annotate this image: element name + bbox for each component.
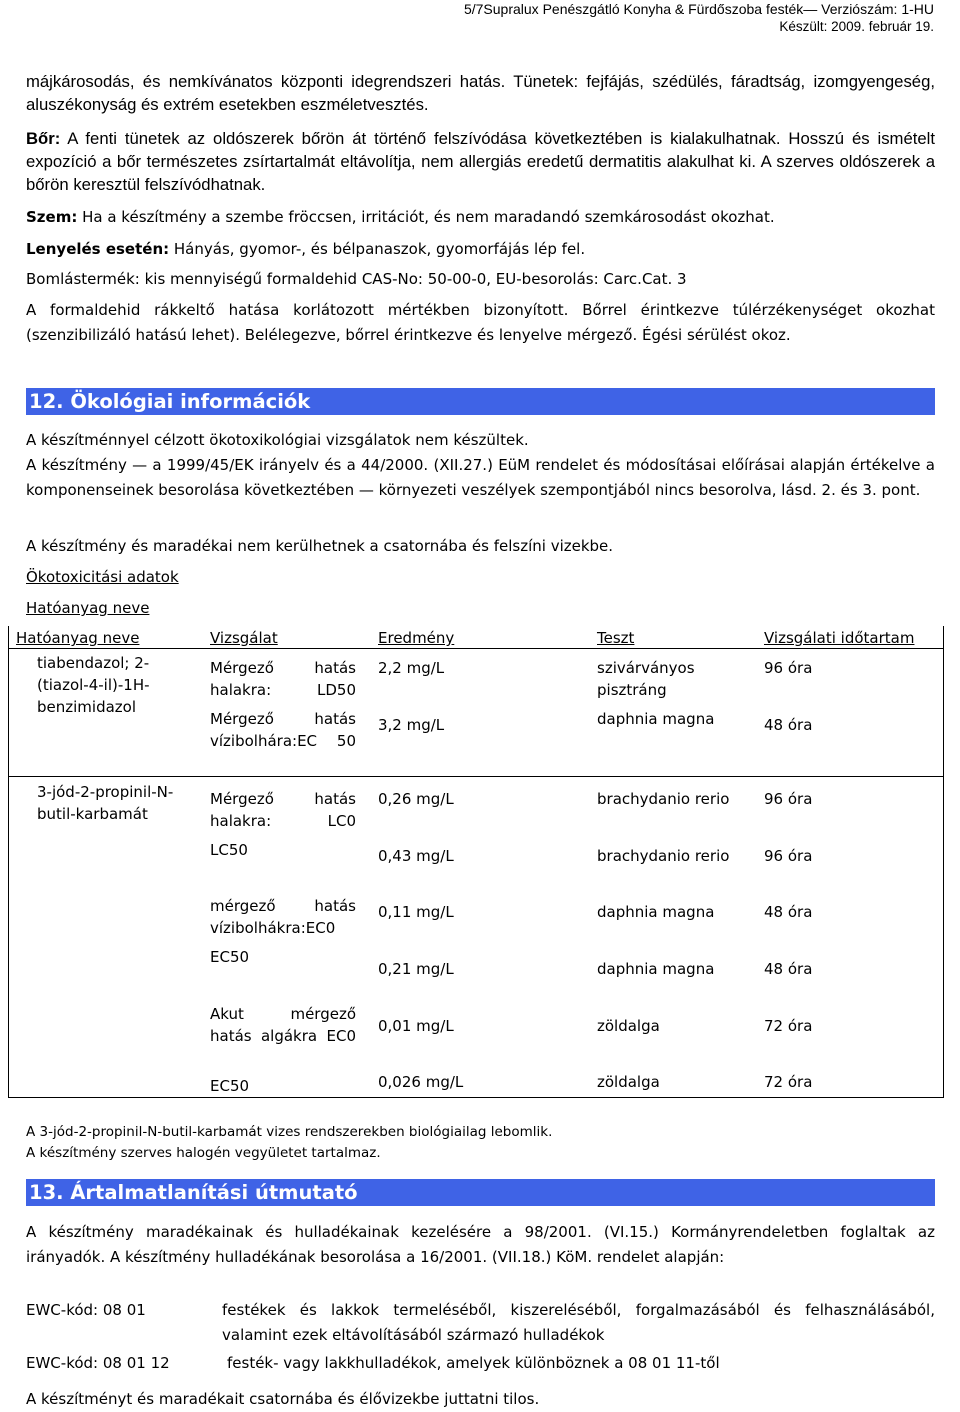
row2-test-fish: Mérgező hatás halakra: LC0 (210, 790, 356, 830)
decomposition-paragraph: Bomlástermék: kis mennyiségű formaldehid CAS-No: 50-00-0, EU-besorolás: Carc.Cat. 3 (26, 270, 687, 288)
col-header-result: Eredmény (378, 629, 455, 647)
row2-duration-2: 96 óra (764, 847, 813, 865)
skin-text: A fenti tünetek az oldószerek bőrön át történő felszívódása következtében is kialakulhatnak. Hosszú és ismételt expozíció a bőr természetes zsírtartalmát eltávolítja, nem allergiás eredetű dermatitis alakulhat ki. A szerves oldószerek a bőrön keresztül felszívódhatnak. (26, 129, 935, 194)
row2-species-3: daphnia magna (597, 903, 715, 921)
row2-species-2: brachydanio rerio (597, 847, 730, 865)
row2-test-daphnia-2: EC50 (210, 948, 250, 966)
eco-paragraph-3: A készítmény és maradékai nem kerülhetnek a csatornába és felszíni vizekbe. (26, 537, 614, 555)
row2-result-1: 0,26 mg/L (378, 790, 454, 808)
note-halogen: A készítmény szerves halogén vegyületet tartalmaz. (26, 1145, 381, 1161)
row2-substance: 3-jód-2-propinil-N-butil-karbamát (37, 783, 174, 823)
eye-label: Szem: (26, 208, 78, 226)
row2-result-3: 0,11 mg/L (378, 903, 454, 921)
row1-species-2: daphnia magna (597, 710, 715, 728)
col-header-duration: Vizsgálati időtartam (764, 629, 915, 647)
row1-substance: tiabendazol; 2-(tiazol-4-il)-1H-benzimidazol (37, 654, 150, 716)
col-header-species: Teszt (597, 629, 635, 647)
row2-duration-3: 48 óra (764, 903, 813, 921)
section-12-heading: 12. Ökológiai információk (26, 388, 935, 415)
eco-paragraph-1: A készítménnyel célzott ökotoxikológiai vizsgálatok nem készültek. (26, 431, 529, 449)
ewc2-text: festék- vagy lakkhulladékok, amelyek különböznek a 08 01 11-től (227, 1354, 720, 1372)
row1-duration-1: 96 óra (764, 659, 813, 677)
row2-species-4: daphnia magna (597, 960, 715, 978)
health-paragraph: májkárosodás, és nemkívánatos központi idegrendszeri hatás. Tünetek: fejfájás, szédülés, fáradtság, izomgyengeség, aluszékonyság és extrém esetekben eszméletvesztés. (26, 72, 935, 114)
row2-species-6: zöldalga (597, 1073, 660, 1091)
col-header-test: Vizsgálat (210, 629, 278, 647)
row2-duration-6: 72 óra (764, 1073, 813, 1091)
doc-header-date: Készült: 2009. február 19. (779, 19, 934, 34)
row2-species-1: brachydanio rerio (597, 790, 730, 808)
ecotox-data-heading: Ökotoxicitási adatok (26, 568, 179, 586)
row2-duration-4: 48 óra (764, 960, 813, 978)
swallow-text: Hányás, gyomor-, és bélpanaszok, gyomorfájás lép fel. (169, 240, 586, 258)
row2-test-algae: Akut mérgező hatás algákra EC0 (210, 1005, 356, 1045)
ewc2-code: EWC-kód: 08 01 12 (26, 1354, 170, 1372)
ewc1-text: festékek és lakkok termeléséből, kiszereléséből, forgalmazásából és felhasználásából, valamint ezek eltávolításából származó hulladékok (222, 1301, 935, 1344)
skin-label: Bőr: (26, 129, 61, 148)
row1-species-1: szivárványos pisztráng (597, 659, 695, 699)
row2-result-5: 0,01 mg/L (378, 1017, 454, 1035)
row2-result-6: 0,026 mg/L (378, 1073, 464, 1091)
table-row-divider (8, 776, 944, 777)
row2-duration-1: 96 óra (764, 790, 813, 808)
swallow-label: Lenyelés esetén: (26, 240, 170, 258)
eye-text: Ha a készítmény a szembe fröccsen, irritációt, és nem maradandó szemkárosodást okozhat. (77, 208, 775, 226)
section-13-heading: 13. Ártalmatlanítási útmutató (26, 1179, 935, 1206)
col-header-substance: Hatóanyag neve (16, 629, 140, 647)
row2-result-2: 0,43 mg/L (378, 847, 454, 865)
note-biodegradation: A 3-jód-2-propinil-N-butil-karbamát vizes rendszerekben biológiailag lebomlik. (26, 1124, 553, 1140)
row2-test-daphnia: mérgező hatás vízibolhákra:EC0 (210, 897, 356, 937)
row2-test-algae-2: EC50 (210, 1077, 250, 1095)
substance-name-heading: Hatóanyag neve (26, 599, 150, 617)
formaldehyde-paragraph: A formaldehid rákkeltő hatása korlátozott mértékben bizonyított. Bőrrel érintkezve túlérzékenységet okozhat (szenzibilizáló hatású lehet). Belélegezve, bőrrel érintkezve és lenyelve mérgező. Égési sérülést okoz. (26, 301, 935, 344)
row1-test-daphnia: Mérgező hatás vízibolhára:EC 50 (210, 710, 356, 750)
row2-duration-5: 72 óra (764, 1017, 813, 1035)
row2-test-fish-2: LC50 (210, 841, 248, 859)
eco-paragraph-2: A készítmény — a 1999/45/EK irányelv és a 44/2000. (XII.27.) EüM rendelet és módosításai előírásai alapján értékelve a komponenseinek besorolása következtében — környezeti veszélyek szempontjából nincs besorolva, lásd. 2. és 3. pont. (26, 456, 935, 499)
swallow-paragraph (26, 237, 585, 261)
row1-duration-2: 48 óra (764, 716, 813, 734)
row1-test-fish: Mérgező hatás halakra: LD50 (210, 659, 356, 699)
row2-species-5: zöldalga (597, 1017, 660, 1035)
disposal-final-paragraph: A készítményt és maradékait csatornába és élővizekbe juttatni tilos. (26, 1390, 540, 1408)
ewc1-code: EWC-kód: 08 01 (26, 1301, 146, 1319)
doc-header-title: 5/7Supralux Penészgátló Konyha & Fürdőszoba festék— Verziószám: 1-HU (463, 1, 934, 17)
disposal-paragraph: A készítmény maradékainak és hulladékainak kezelésére a 98/2001. (VI.15.) Kormányrendeletben foglaltak az irányadók. A készítmény hulladékának besorolása a 16/2001. (VII.18.) KöM. rendelet alapján: (26, 1223, 935, 1266)
row1-result-2: 3,2 mg/L (378, 716, 445, 734)
eye-paragraph (26, 205, 775, 229)
skin-paragraph (26, 127, 935, 196)
row2-result-4: 0,21 mg/L (378, 960, 454, 978)
row1-result-1: 2,2 mg/L (378, 659, 445, 677)
